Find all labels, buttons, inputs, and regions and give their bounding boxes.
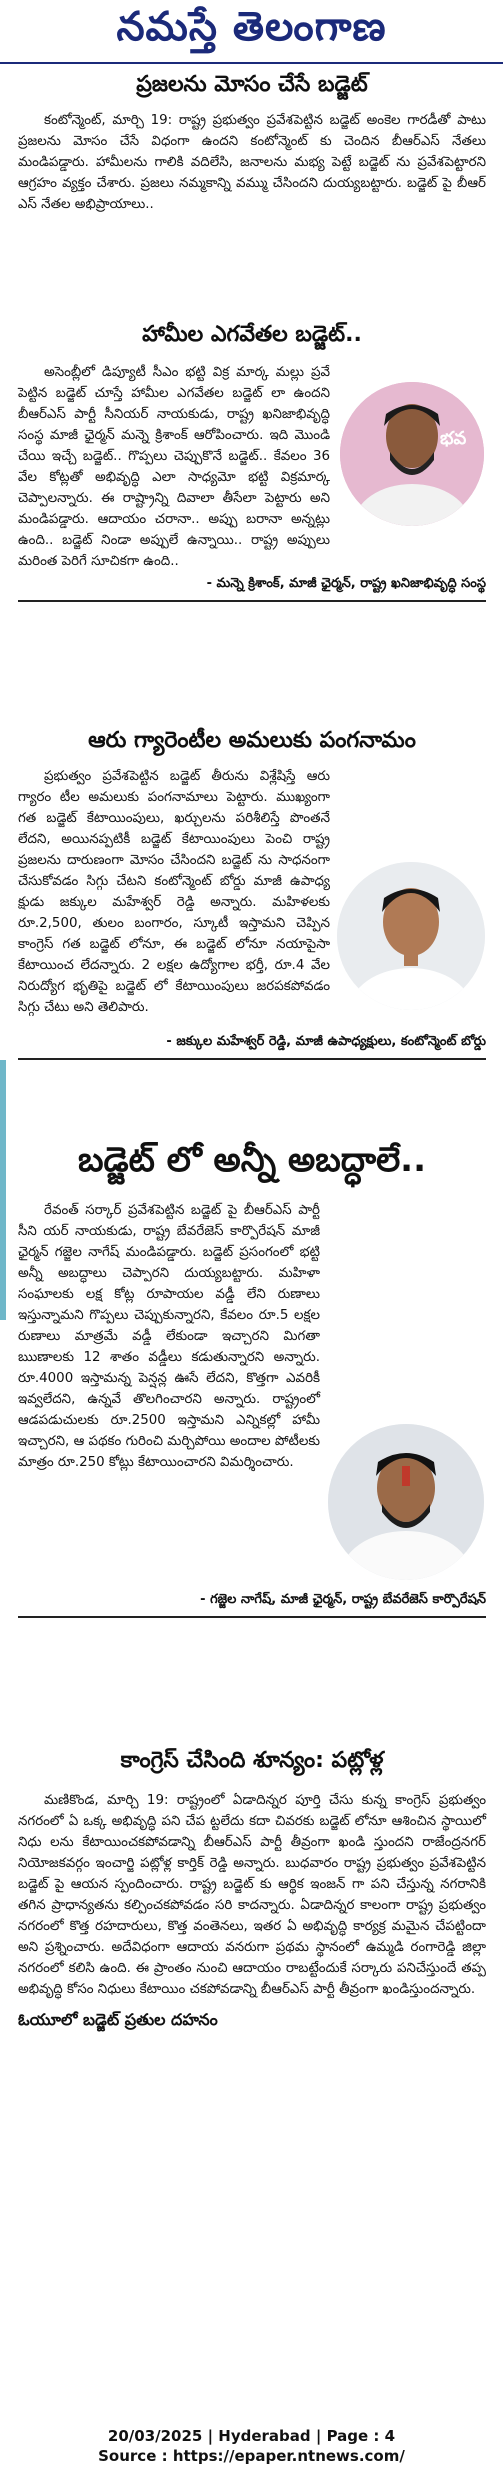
nagesh-photo	[326, 1422, 486, 1587]
article-3-body: ప్రభుత్వం ప్రవేశపెట్టిన బడ్జెట్ తీరును విశ్లేషిస్తే ఆరు గ్యారం టీల అమలుకు పంగనామాలు పెట్టారు. ముఖ్యంగా గత బడ్జెట్ కేటాయింపులు, ఖర్చులను పరిశీలిస్తే పొంతనే లేదని, అయినప్పటికీ బడ్జెట్ కేటాయింపులు పెంచి రాష్ట్ర ప్రజలను దారుణంగా మోసం చేసిందని బడ్జెట్ ను సాధనంగా చేసుకోవడం సిగ్గు చేటని కంటోన్మెంట్ బోర్డు మాజీ ఉపాధ్య క్షుడు జక్కుల మహేశ్వర్ రెడ్డి అన్నారు. మహిళలకు రూ.2,500, తులం బంగారం, స్కూటీ ఇస్తామని చెప్పిన కాంగ్రెస్ గత బడ్జెట్ లోనూ, ఈ బడ్జెట్ లోనూ నయాపైసా కేటాయించ లేదన్నారు. 2 లక్షల ఉద్యోగాల భర్తీ, రూ.4 వేల నిరుద్యోగ భృతిపై బడ్జెట్ లో కేటాయింపులు జరపకపోవడం సిగ్గు చేటు అని తెలిపారు.	[18, 769, 330, 1015]
article-5	[18, 1748, 486, 2033]
footer-source-link[interactable]: Source : https://epaper.ntnews.com/	[98, 2447, 405, 2465]
photo-caption: భవ	[440, 428, 467, 449]
masthead	[0, 0, 503, 64]
article-4-body: రేవంత్ సర్కార్ ప్రవేశపెట్టిన బడ్జెట్ పై బీఆర్ఎస్ పార్టీ సీని యర్ నాయకుడు, రాష్ట్ర బేవరేజెస్ కార్పొరేషన్ మాజీ ఛైర్మన్ గజ్జెల నాగేష్ మండిపడ్డారు. బడ్జెట్ ప్రసంగంలో భట్టి అన్నీ అబద్ధాలు చెప్పారని దుయ్యబట్టారు. మహిళా సంఘాలకు లక్ష కోట్ల రూపాయల వడ్డీ లేని రుణాలు ఇస్తున్నామని గొప్పలు చెప్పుకున్నారని, కేవలం రూ.5 లక్షల రుణాలు మాత్రమే వడ్డీ లేకుండా ఇచ్చారని మిగతా ఋణాలకు 12 శాతం వడ్డీలు కడుతున్నారని అన్నారు. రూ.4000 ఇస్తామన్న పెన్షన్ల ఊసే లేదని, కొత్తగా ఎవరికీ ఇవ్వలేదని, ఉన్నవే తొలగించారని అన్నారు. రాష్ట్రంలో ఆడపడుచులకు రూ.2500 ఇస్తామని ఎన్నికల్లో హామీ ఇచ్చారని, ఆ పథకం గురించి మర్చిపోయి అందాల పోటీలకు మాత్రం రూ.250 కోట్లు కేటాయించారని విమర్శించారు.	[18, 1203, 320, 1470]
masthead-title: నమస్తే తెలంగాణ	[116, 2, 387, 50]
footer-date-line: 20/03/2025 | Hyderabad | Page : 4	[107, 2427, 396, 2445]
article-4	[18, 1140, 486, 1618]
article-2-byline: - మన్నె క్రిశాంక్, మాజీ ఛైర్మన్, రాష్ట్ర ఖనిజాభివృద్ధి సంస్థ	[18, 576, 486, 602]
article-5-headline: కాంగ్రెస్ చేసింది శూన్యం: పట్లోళ్ల	[120, 1748, 384, 1773]
article-1	[18, 72, 486, 215]
krishank-photo	[338, 374, 486, 534]
article-2-body: అసెంబ్లీలో డిప్యూటీ సీఎం భట్టి విక్ర మార్క మల్లు ప్రవే పెట్టిన బడ్జెట్ చూస్తే హామీల ఎగవేతల బడ్జెట్ లా ఉందని బీఆర్ఎస్ పార్టీ సీనియర్ నాయకుడు, రాష్ట్ర ఖనిజాభివృద్ధి సంస్థ మాజీ ఛైర్మన్ మన్నె క్రిశాంక్ ఆరోపించారు. ఇది మొండి చేయి ఇచ్చే బడ్జెట్.. గొప్పలు చెప్పుకొనే బడ్జెట్.. కేవలం 36 వేల కోట్లతో అభివృద్ధి ఎలా సాధ్యమో భట్టి విక్రమార్క చెప్పాలన్నారు. ఈ రాష్ట్రాన్ని దివాలా తీసేలా పెట్టారు అని మండిపడ్డారు. ఆదాయం చరానా.. అప్పు బరానా అన్నట్లు ఉంది.. బడ్జెట్ నిండా అప్పులే ఉన్నాయి.. రాష్ట్ర అప్పులు మరింత పెరిగే సూచికగా ఉంది..	[18, 365, 330, 569]
article-5-trailer: ఓయూలో బడ్జెట్ ప్రతుల దహనం	[18, 2010, 218, 2029]
adjacent-column-strip	[0, 1060, 6, 1320]
article-2-headline: హామీల ఎగవేతల బడ్జెట్..	[142, 322, 362, 347]
footer	[0, 2426, 503, 2466]
article-1-headline: ప్రజలను మోసం చేసే బడ్జెట్	[136, 72, 368, 97]
mahesh-photo	[336, 854, 486, 1024]
article-3-headline: ఆరు గ్యారెంటీల అమలుకు పంగనామం	[88, 728, 416, 753]
article-4-headline: బడ్జెట్ లో అన్నీ అబద్ధాలే..	[77, 1140, 427, 1180]
article-4-byline: - గజ్జెల నాగేష్, మాజీ ఛైర్మన్, రాష్ట్ర బేవరేజెస్ కార్పొరేషన్	[18, 1592, 486, 1618]
article-1-body: కంటోన్మెంట్, మార్చి 19: రాష్ట్ర ప్రభుత్వం ప్రవేశపెట్టిన బడ్జెట్ అంకెల గారడీతో పాటు ప్రజలను మోసం చేసే విధంగా ఉందని కంటోన్మెంట్ కు చెందిన బీఆర్ఎస్ నేతలు మండిపడ్డారు. హామీలను గాలికి వదిలేసి, జనాలను మభ్య పెట్టే బడ్జెట్ ను ప్రవేశపెట్టారని ఆగ్రహం వ్యక్తం చేశారు. ప్రజలు నమ్మకాన్ని వమ్ము చేసిందని దుయ్యబట్టారు. బడ్జెట్ పై బీఆర్ ఎస్ నేతల అభిప్రాయాలు..	[18, 113, 486, 212]
article-3-byline: - జక్కుల మహేశ్వర్ రెడ్డి, మాజీ ఉపాధ్యక్షులు, కంటోన్మెంట్ బోర్డు	[18, 1034, 486, 1060]
article-5-body: మణికొండ, మార్చి 19: రాష్ట్రంలో ఏడాదిన్నర పూర్తి చేసు కున్న కాంగ్రెస్ ప్రభుత్వం నగరంలో ఏ ఒక్క అభివృద్ధి పని చేప ట్టలేదు కదా చివరకు బడ్జెట్ లోనూ ఆశించిన స్థాయిలో నిధు లను కేటాయించకపోవడాన్ని బీఆర్ఎస్ పార్టీ తీవ్రంగా ఖండి స్తుందని రాజేంద్రనగర్ నియోజకవర్గం ఇంచార్జి పట్లోళ్ల కార్తిక్ రెడ్డి అన్నారు. బుధవారం రాష్ట్ర ప్రభుత్వం ప్రవేశపెట్టిన బడ్జెట్ పై ఆయన స్పందించారు. రాష్ట్ర బడ్జెట్ కు ఆర్థిక ఇంజన్ గా పని చేస్తున్న నగరానికి తగిన ప్రాధాన్యతను కల్పించకపోవడం సరి కాదన్నారు. ఏడాదిన్నర కాలంగా రాష్ట్ర ప్రభుత్వం నగరంలో కొత్త రహదారులు, కొత్త వంతెనలు, ఇతర ఏ అభివృద్ధి కార్యక్ర మమైన చేపట్టిందా అని ప్రశ్నించారు. అదేవిధంగా ఆదాయ వనరుగా ప్రథమ స్థానంలో ఉమ్మడి రంగారెడ్డి జిల్లా నగరంలో కలిసి ఉంది. ఈ ప్రాంతం నుంచి ఆదాయం రాబట్టేందుకే సర్కారు పనిచేస్తుందే తప్ప అభివృద్ధి కోసం నిధులు కేటాయిం చకపోవడాన్ని బీఆర్ఎస్ పార్టీ తీవ్రంగా ఖండిస్తుందన్నారు.	[18, 1793, 486, 1997]
article-2	[18, 322, 486, 602]
article-3	[18, 728, 486, 1060]
